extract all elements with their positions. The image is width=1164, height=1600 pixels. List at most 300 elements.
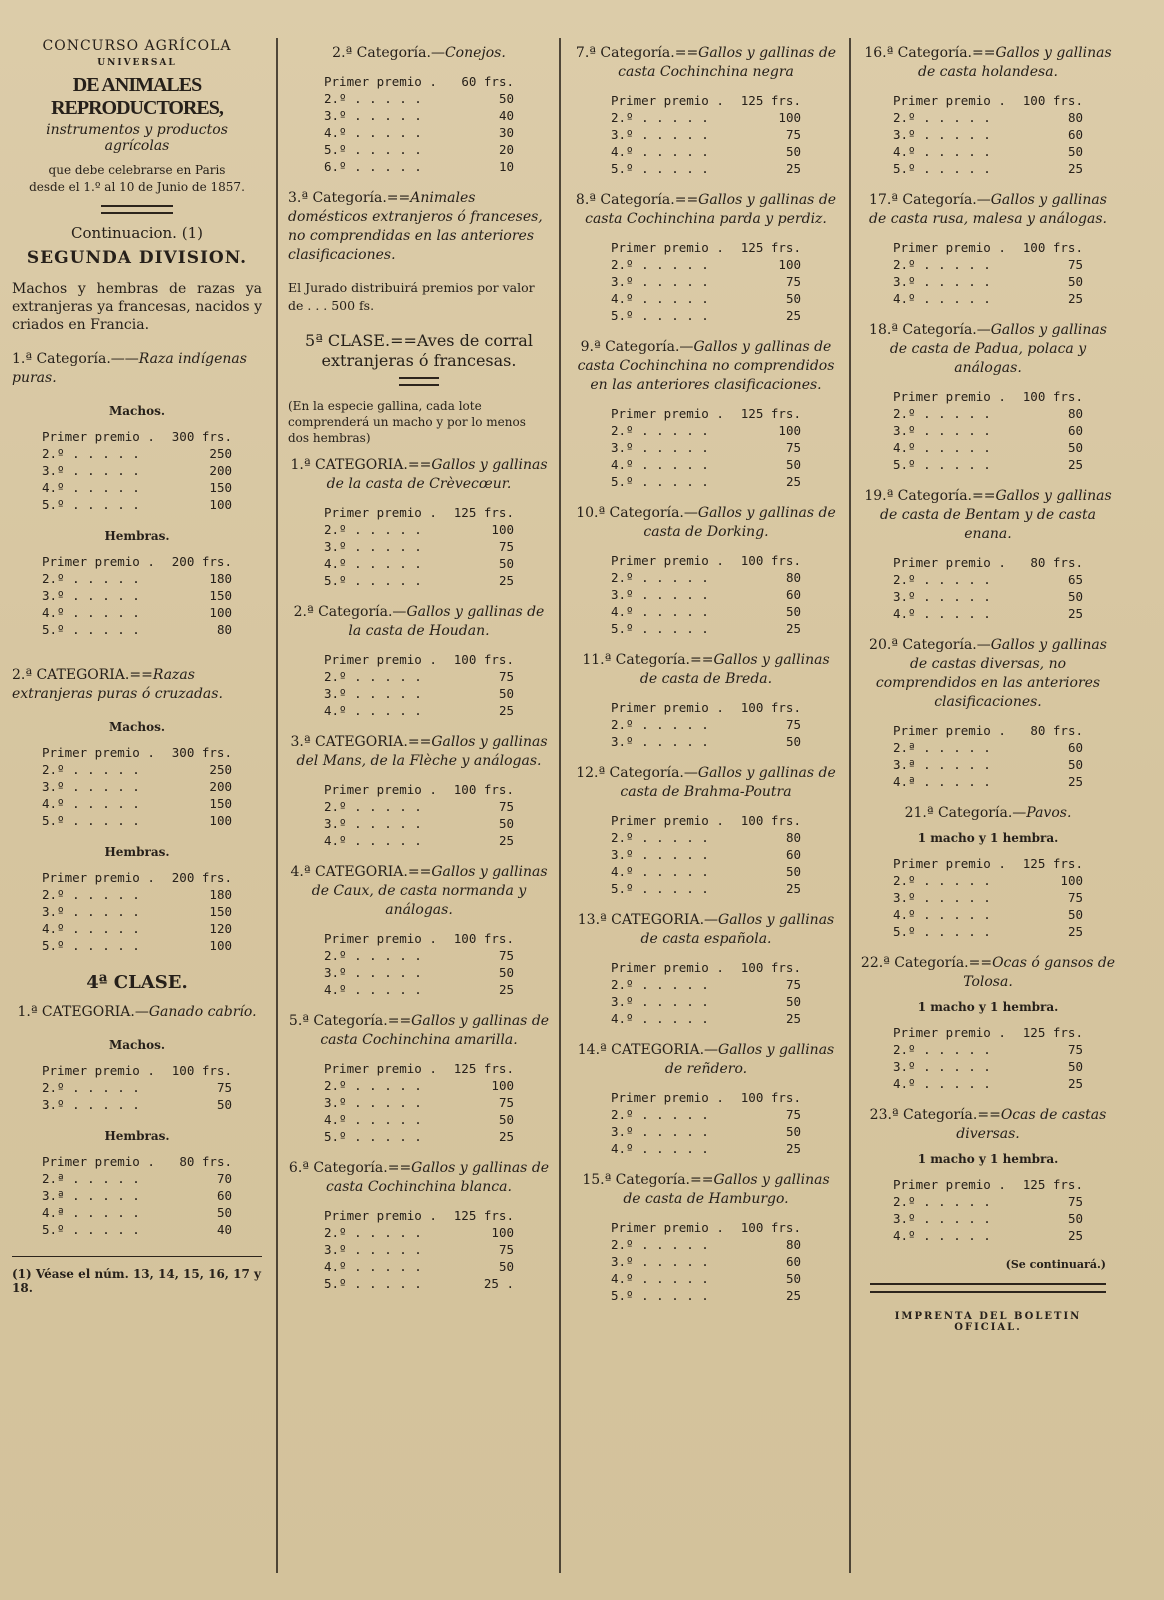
prize-row bbox=[893, 1058, 1083, 1075]
prize-row bbox=[324, 815, 514, 832]
prize-row bbox=[893, 388, 1083, 405]
prize-list bbox=[893, 554, 1083, 622]
prize-row bbox=[893, 855, 1083, 872]
prize-amount: 180 bbox=[209, 887, 232, 902]
prize-list bbox=[324, 504, 514, 589]
subheading: Machos. bbox=[108, 1038, 166, 1052]
prize-amount: 50 bbox=[1067, 757, 1083, 772]
prize-amount: 250 bbox=[209, 446, 232, 461]
prize-rank: 5.º . . . . . bbox=[893, 457, 991, 472]
prize-rank: Primer premio . bbox=[893, 93, 1006, 108]
prize-amount: 50 bbox=[785, 734, 801, 749]
prize-amount: 25 bbox=[498, 982, 514, 997]
prize-amount: 50 bbox=[498, 965, 514, 980]
prize-row bbox=[893, 1176, 1083, 1193]
prize-list bbox=[611, 92, 801, 177]
prize-amount: 100 bbox=[491, 522, 514, 537]
category-heading: 13.ª CATEGORIA.—Gallos y gallinas de casta española. bbox=[577, 912, 835, 947]
prize-amount: 75 bbox=[498, 1242, 514, 1257]
prize-row bbox=[324, 124, 514, 141]
prize-list bbox=[611, 959, 801, 1027]
prize-row bbox=[611, 976, 801, 993]
prize-row bbox=[42, 496, 232, 513]
prize-amount: 10 bbox=[498, 159, 514, 174]
prize-row bbox=[42, 621, 232, 638]
prize-rank: 3.º . . . . . bbox=[42, 904, 140, 919]
prize-row bbox=[611, 143, 801, 160]
prize-rank: 2.º . . . . . bbox=[611, 1107, 709, 1122]
prize-rank: 4.º . . . . . bbox=[893, 291, 991, 306]
category-heading: 6.ª Categoría.==Gallos y gallinas de casta Cochinchina blanca. bbox=[288, 1160, 550, 1195]
prize-row bbox=[42, 937, 232, 954]
prize-rank: 2.º . . . . . bbox=[893, 257, 991, 272]
prize-amount: 25 bbox=[498, 573, 514, 588]
prize-rank: 4.º . . . . . bbox=[42, 921, 140, 936]
prize-rank: 3.º . . . . . bbox=[324, 108, 422, 123]
prize-row bbox=[611, 1106, 801, 1123]
prize-row bbox=[893, 1075, 1083, 1092]
prize-list bbox=[893, 1176, 1083, 1244]
subheading: 1 macho y 1 hembra. bbox=[917, 1152, 1059, 1166]
prize-rank: 3.º . . . . . bbox=[893, 274, 991, 289]
prize-row bbox=[611, 405, 801, 422]
prize-rank: 2.º . . . . . bbox=[324, 948, 422, 963]
prize-row bbox=[893, 1193, 1083, 1210]
prize-amount: 100 bbox=[491, 1078, 514, 1093]
prize-rank: 5.º . . . . . bbox=[42, 938, 140, 953]
prize-amount: 25 bbox=[785, 1011, 801, 1026]
prize-amount: 150 bbox=[209, 480, 232, 495]
subheading: 1 macho y 1 hembra. bbox=[917, 1000, 1059, 1014]
prize-amount: 100 frs. bbox=[171, 1063, 232, 1078]
intro-text: Machos y hembras de razas ya extranjeras ya francesas, nacidos y criados en Francia. bbox=[12, 281, 262, 333]
prize-row bbox=[611, 1010, 801, 1027]
prize-amount: 100 bbox=[778, 110, 801, 125]
prize-rank: 3.º . . . . . bbox=[893, 589, 991, 604]
prize-row bbox=[893, 773, 1083, 790]
prize-row bbox=[324, 1060, 514, 1077]
prize-rank: Primer premio . bbox=[611, 700, 724, 715]
prize-rank: 2.º . . . . . bbox=[42, 887, 140, 902]
prize-amount: 200 bbox=[209, 779, 232, 794]
prize-amount: 20 bbox=[498, 142, 514, 157]
prize-rank: 3.º . . . . . bbox=[611, 1254, 709, 1269]
prize-row bbox=[324, 141, 514, 158]
prize-rank: 4.º . . . . . bbox=[324, 1259, 422, 1274]
prize-amount: 40 bbox=[498, 108, 514, 123]
prize-amount: 50 bbox=[498, 1112, 514, 1127]
prize-amount: 60 bbox=[216, 1188, 232, 1203]
prize-rank: 5.º . . . . . bbox=[611, 161, 709, 176]
prize-row bbox=[611, 620, 801, 637]
prize-rank: 4.º . . . . . bbox=[893, 1076, 991, 1091]
prize-row bbox=[42, 1153, 232, 1170]
prize-rank: 6.º . . . . . bbox=[324, 159, 422, 174]
prize-row bbox=[611, 846, 801, 863]
prize-row bbox=[611, 812, 801, 829]
category-heading: 16.ª Categoría.==Gallos y gallinas de casta holandesa. bbox=[864, 45, 1112, 80]
prize-row bbox=[611, 273, 801, 290]
category-heading: 15.ª Categoría.==Gallos y gallinas de casta de Hamburgo. bbox=[582, 1172, 830, 1207]
prize-row bbox=[42, 445, 232, 462]
prize-list bbox=[42, 1153, 232, 1238]
prize-amount: 50 bbox=[498, 816, 514, 831]
class-heading: 5ª CLASE.==Aves de corral extranjeras ó francesas. bbox=[305, 331, 533, 370]
prize-rank: 2.º . . . . . bbox=[324, 799, 422, 814]
prize-row bbox=[893, 739, 1083, 756]
prize-list bbox=[611, 239, 801, 324]
subheading: Hembras. bbox=[104, 1129, 170, 1143]
prize-row bbox=[611, 126, 801, 143]
prize-row bbox=[611, 1236, 801, 1253]
prize-row bbox=[42, 1187, 232, 1204]
prize-row bbox=[893, 456, 1083, 473]
prize-rank: 2.º . . . . . bbox=[324, 522, 422, 537]
footnote: (1) Véase el núm. 13, 14, 15, 16, 17 y 18. bbox=[12, 1256, 262, 1295]
prize-amount: 50 bbox=[498, 91, 514, 106]
prize-rank: 2.º . . . . . bbox=[611, 1237, 709, 1252]
prize-rank: 3.º . . . . . bbox=[324, 1242, 422, 1257]
prize-rank: 2.º . . . . . bbox=[611, 423, 709, 438]
prize-amount: 25 bbox=[1067, 1076, 1083, 1091]
prize-rank: 3.º . . . . . bbox=[42, 588, 140, 603]
prize-rank: 4.º . . . . . bbox=[42, 796, 140, 811]
prize-rank: 2.º . . . . . bbox=[611, 257, 709, 272]
prize-rank: 3.º . . . . . bbox=[42, 463, 140, 478]
header-tagline: instrumentos y productos agrícolas bbox=[46, 122, 228, 154]
prize-rank: 5.º . . . . . bbox=[42, 813, 140, 828]
prize-amount: 75 bbox=[498, 539, 514, 554]
prize-rank: Primer premio . bbox=[611, 240, 724, 255]
prize-list bbox=[42, 1062, 232, 1113]
prize-amount: 150 bbox=[209, 796, 232, 811]
prize-rank: 4.º . . . . . bbox=[324, 125, 422, 140]
prize-amount: 60 bbox=[1067, 423, 1083, 438]
prize-row bbox=[893, 109, 1083, 126]
category-heading: 18.ª Categoría.—Gallos y gallinas de casta de Padua, polaca y análogas. bbox=[869, 322, 1107, 376]
prize-amount: 80 bbox=[785, 570, 801, 585]
header-main-title: DE ANIMALES REPRODUCTORES, bbox=[51, 74, 223, 119]
prize-rank: 2.º . . . . . bbox=[893, 873, 991, 888]
prize-rank: 2.º . . . . . bbox=[611, 110, 709, 125]
prize-rank: 5.º . . . . . bbox=[611, 621, 709, 636]
prize-row bbox=[324, 947, 514, 964]
prize-rank: 2.º . . . . . bbox=[611, 830, 709, 845]
prize-rank: 3.º . . . . . bbox=[324, 539, 422, 554]
prize-row bbox=[324, 651, 514, 668]
prize-amount: 70 bbox=[216, 1171, 232, 1186]
prize-rank: 4.º . . . . . bbox=[893, 907, 991, 922]
prize-amount: 75 bbox=[498, 1095, 514, 1110]
category-heading: 8.ª Categoría.==Gallos y gallinas de casta Cochinchina parda y perdiz. bbox=[575, 192, 837, 227]
prize-row bbox=[893, 1024, 1083, 1041]
prize-amount: 180 bbox=[209, 571, 232, 586]
prize-rank: 2.ª . . . . . bbox=[893, 740, 991, 755]
prize-row bbox=[324, 981, 514, 998]
prize-rank: 3.ª . . . . . bbox=[893, 757, 991, 772]
category-heading: 2.ª CATEGORIA.==Razas extranjeras puras ó cruzadas. bbox=[12, 667, 223, 702]
prize-amount: 75 bbox=[1067, 890, 1083, 905]
prize-row bbox=[42, 1079, 232, 1096]
prize-rank: 4.º . . . . . bbox=[611, 291, 709, 306]
prize-amount: 25 bbox=[785, 474, 801, 489]
prize-rank: 5.º . . . . . bbox=[611, 474, 709, 489]
column-3 bbox=[572, 34, 840, 1579]
category-heading: 4.ª CATEGORIA.==Gallos y gallinas de Caux, de casta normanda y análogas. bbox=[290, 864, 548, 918]
prize-rank: 2.º . . . . . bbox=[893, 572, 991, 587]
prize-row bbox=[42, 553, 232, 570]
prize-amount: 80 frs. bbox=[179, 1154, 232, 1169]
prize-rank: 4.º . . . . . bbox=[611, 1011, 709, 1026]
prize-amount: 60 frs. bbox=[461, 74, 514, 89]
prize-row bbox=[611, 993, 801, 1010]
prize-row bbox=[324, 964, 514, 981]
prize-row bbox=[42, 1204, 232, 1221]
prize-rank: 5.º . . . . . bbox=[42, 1222, 140, 1237]
prize-amount: 50 bbox=[1067, 144, 1083, 159]
prize-row bbox=[611, 239, 801, 256]
prize-row bbox=[324, 555, 514, 572]
prize-rank: 4.º . . . . . bbox=[893, 606, 991, 621]
prize-amount: 60 bbox=[785, 587, 801, 602]
prize-rank: Primer premio . bbox=[893, 555, 1006, 570]
prize-row bbox=[611, 733, 801, 750]
prize-row bbox=[611, 603, 801, 620]
category-heading: 11.ª Categoría.==Gallos y gallinas de casta de Breda. bbox=[582, 652, 830, 687]
prize-amount: 100 bbox=[1060, 873, 1083, 888]
prize-amount: 60 bbox=[785, 1254, 801, 1269]
prize-amount: 200 frs. bbox=[171, 870, 232, 885]
column-rule bbox=[849, 38, 851, 1573]
prize-rank: 2.º . . . . . bbox=[611, 717, 709, 732]
prize-amount: 80 bbox=[216, 622, 232, 637]
prize-rank: 3.º . . . . . bbox=[324, 965, 422, 980]
prize-amount: 125 frs. bbox=[1022, 1025, 1083, 1040]
prize-amount: 60 bbox=[1067, 740, 1083, 755]
prize-row bbox=[324, 107, 514, 124]
prize-rank: Primer premio . bbox=[893, 389, 1006, 404]
prize-row bbox=[611, 863, 801, 880]
prize-amount: 25 . bbox=[483, 1276, 514, 1291]
prize-amount: 125 frs. bbox=[1022, 856, 1083, 871]
prize-row bbox=[324, 572, 514, 589]
prize-amount: 50 bbox=[785, 291, 801, 306]
to-be-continued: (Se continuará.) bbox=[1005, 1258, 1106, 1271]
prize-amount: 150 bbox=[209, 904, 232, 919]
prize-amount: 100 frs. bbox=[1022, 389, 1083, 404]
prize-rank: 3.º . . . . . bbox=[611, 127, 709, 142]
prize-amount: 50 bbox=[216, 1097, 232, 1112]
divider bbox=[101, 205, 173, 214]
prize-rank: 3.º . . . . . bbox=[611, 734, 709, 749]
prize-row bbox=[324, 538, 514, 555]
prize-row bbox=[611, 456, 801, 473]
prize-amount: 25 bbox=[1067, 606, 1083, 621]
prize-row bbox=[893, 160, 1083, 177]
prize-row bbox=[611, 109, 801, 126]
prize-rank: 2.ª . . . . . bbox=[42, 1171, 140, 1186]
prize-list bbox=[611, 552, 801, 637]
category-heading: 21.ª Categoría.—Pavos. bbox=[904, 805, 1072, 821]
prize-row bbox=[893, 1041, 1083, 1058]
prize-rank: 5.º . . . . . bbox=[611, 881, 709, 896]
prize-row bbox=[893, 422, 1083, 439]
category-heading: 12.ª Categoría.—Gallos y gallinas de casta de Brahma-Poutra bbox=[576, 765, 836, 800]
prize-list bbox=[42, 428, 232, 513]
prize-amount: 100 frs. bbox=[740, 1090, 801, 1105]
prize-amount: 150 bbox=[209, 588, 232, 603]
prize-row bbox=[42, 1221, 232, 1238]
category-heading: 1.ª Categoría.——Raza indígenas puras. bbox=[12, 351, 247, 386]
prize-amount: 100 bbox=[778, 257, 801, 272]
prize-amount: 50 bbox=[498, 556, 514, 571]
prize-amount: 50 bbox=[1067, 274, 1083, 289]
jury-note: El Jurado distribuirá premios por valor de . . . 500 fs. bbox=[288, 280, 535, 313]
prize-rank: 4.º . . . . . bbox=[893, 144, 991, 159]
prize-row bbox=[42, 920, 232, 937]
prize-amount: 50 bbox=[785, 994, 801, 1009]
prize-row bbox=[611, 92, 801, 109]
prize-amount: 50 bbox=[1067, 907, 1083, 922]
prize-rank: Primer premio . bbox=[893, 1177, 1006, 1192]
prize-amount: 50 bbox=[785, 1271, 801, 1286]
prize-rank: 4.º . . . . . bbox=[324, 833, 422, 848]
prize-row bbox=[324, 1241, 514, 1258]
prize-amount: 75 bbox=[498, 799, 514, 814]
prize-amount: 75 bbox=[498, 669, 514, 684]
category-heading: 10.ª Categoría.—Gallos y gallinas de casta de Dorking. bbox=[576, 505, 836, 540]
prize-list bbox=[611, 405, 801, 490]
prize-rank: 3.º . . . . . bbox=[893, 1059, 991, 1074]
subheading: Machos. bbox=[108, 720, 166, 734]
prize-amount: 100 frs. bbox=[740, 553, 801, 568]
prize-rank: 5.º . . . . . bbox=[42, 497, 140, 512]
prize-rank: 5.º . . . . . bbox=[324, 1129, 422, 1144]
prize-rank: 3.º . . . . . bbox=[893, 423, 991, 438]
divider bbox=[399, 377, 439, 386]
prize-rank: 2.º . . . . . bbox=[893, 406, 991, 421]
prize-amount: 50 bbox=[785, 864, 801, 879]
prize-rank: Primer premio . bbox=[611, 1090, 724, 1105]
prize-amount: 25 bbox=[785, 1141, 801, 1156]
category-heading: 20.ª Categoría.—Gallos y gallinas de castas diversas, no comprendidos en las anteriores clasificaciones. bbox=[869, 637, 1107, 710]
prize-amount: 100 bbox=[778, 423, 801, 438]
prize-rank: Primer premio . bbox=[324, 782, 437, 797]
prize-row bbox=[893, 256, 1083, 273]
category-list bbox=[572, 44, 840, 1304]
prize-rank: 2.º . . . . . bbox=[893, 110, 991, 125]
prize-amount: 100 bbox=[209, 938, 232, 953]
prize-list bbox=[611, 1089, 801, 1157]
prize-amount: 50 bbox=[785, 144, 801, 159]
prize-list bbox=[324, 781, 514, 849]
prize-row bbox=[324, 798, 514, 815]
prize-amount: 25 bbox=[498, 833, 514, 848]
prize-row bbox=[42, 604, 232, 621]
prize-row bbox=[324, 685, 514, 702]
prize-row bbox=[611, 716, 801, 733]
prize-row bbox=[611, 1140, 801, 1157]
prize-amount: 125 frs. bbox=[740, 93, 801, 108]
prize-rank: Primer premio . bbox=[324, 505, 437, 520]
column-4 bbox=[860, 34, 1116, 1579]
prize-row bbox=[324, 832, 514, 849]
prize-row bbox=[893, 906, 1083, 923]
prize-row bbox=[324, 1094, 514, 1111]
prize-row bbox=[611, 699, 801, 716]
prize-row bbox=[611, 256, 801, 273]
prize-row bbox=[42, 744, 232, 761]
prize-rank: 3.º . . . . . bbox=[42, 779, 140, 794]
prize-rank: 4.º . . . . . bbox=[42, 605, 140, 620]
prize-rank: 3.º . . . . . bbox=[324, 816, 422, 831]
prize-rank: 4.º . . . . . bbox=[324, 703, 422, 718]
prize-row bbox=[324, 1111, 514, 1128]
prize-row bbox=[42, 761, 232, 778]
prize-rank: Primer premio . bbox=[324, 1061, 437, 1076]
prize-amount: 100 bbox=[209, 497, 232, 512]
prize-rank: 4.º . . . . . bbox=[611, 1141, 709, 1156]
prize-row bbox=[893, 239, 1083, 256]
prize-row bbox=[611, 1270, 801, 1287]
prize-rank: 4.º . . . . . bbox=[42, 480, 140, 495]
prize-rank: 4.º . . . . . bbox=[324, 1112, 422, 1127]
prize-list bbox=[893, 388, 1083, 473]
prize-row bbox=[42, 587, 232, 604]
prize-rank: Primer premio . bbox=[611, 553, 724, 568]
prize-row bbox=[324, 504, 514, 521]
prize-rank: 5.º . . . . . bbox=[324, 1276, 422, 1291]
prize-row bbox=[893, 571, 1083, 588]
prize-amount: 80 bbox=[1067, 406, 1083, 421]
prize-row bbox=[324, 1128, 514, 1145]
prize-row bbox=[893, 588, 1083, 605]
prize-row bbox=[611, 307, 801, 324]
prize-amount: 300 frs. bbox=[171, 745, 232, 760]
prize-row bbox=[893, 439, 1083, 456]
prize-amount: 25 bbox=[498, 1129, 514, 1144]
category-heading: 1.ª CATEGORIA.—Ganado cabrío. bbox=[17, 1004, 257, 1020]
prize-rank: 2.º . . . . . bbox=[324, 669, 422, 684]
prize-row bbox=[324, 73, 514, 90]
prize-rank: 5.º . . . . . bbox=[42, 622, 140, 637]
prize-amount: 200 bbox=[209, 463, 232, 478]
prize-amount: 100 frs. bbox=[740, 700, 801, 715]
prize-amount: 75 bbox=[1067, 1042, 1083, 1057]
prize-rank: 3.º . . . . . bbox=[324, 686, 422, 701]
prize-rank: Primer premio . bbox=[893, 1025, 1006, 1040]
prize-rank: Primer premio . bbox=[42, 870, 155, 885]
prize-list bbox=[611, 699, 801, 750]
category-list bbox=[288, 456, 550, 1292]
prize-amount: 200 frs. bbox=[171, 554, 232, 569]
prize-amount: 100 bbox=[209, 605, 232, 620]
prize-row bbox=[324, 1275, 514, 1292]
prize-row bbox=[324, 1258, 514, 1275]
prize-rank: 2.º . . . . . bbox=[893, 1194, 991, 1209]
prize-amount: 80 bbox=[785, 830, 801, 845]
prize-row bbox=[611, 473, 801, 490]
prize-amount: 50 bbox=[498, 1259, 514, 1274]
prize-rank: 3.º . . . . . bbox=[611, 1124, 709, 1139]
prize-row bbox=[893, 722, 1083, 739]
prize-row bbox=[42, 462, 232, 479]
prize-rank: Primer premio . bbox=[42, 554, 155, 569]
prize-amount: 25 bbox=[785, 621, 801, 636]
prize-row bbox=[893, 143, 1083, 160]
prize-rank: Primer premio . bbox=[611, 813, 724, 828]
prize-amount: 25 bbox=[785, 308, 801, 323]
